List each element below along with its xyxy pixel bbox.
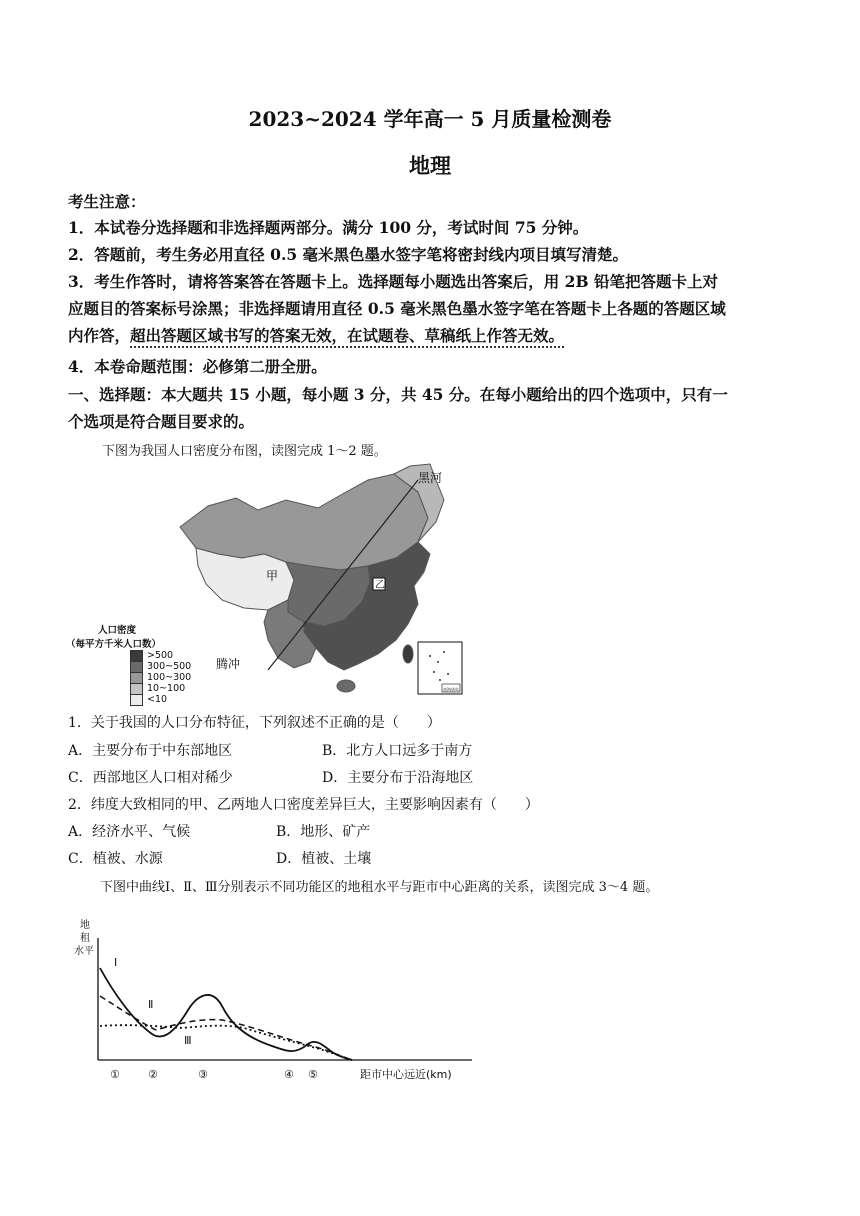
legend-item bbox=[130, 661, 191, 672]
graph-tick-4: ④ bbox=[284, 1068, 294, 1081]
notice-item-3-line-1: 3．考生作答时，请将答案答在答题卡上。选择题每小题选出答案后，用 2B 铅笔把答题卡上对 bbox=[68, 272, 718, 291]
question-1-option-b: B．北方人口远多于南方 bbox=[322, 743, 473, 759]
graph-ylabel-3: 水平 bbox=[74, 946, 94, 957]
question-2-option-c: C．植被、水源 bbox=[68, 851, 163, 867]
map-label-heihe: 黑河 bbox=[418, 471, 443, 485]
map-label-jia: 甲 bbox=[266, 569, 279, 583]
notice-item-3-line-3 bbox=[68, 324, 564, 346]
map-taiwan bbox=[403, 645, 413, 663]
legend-title: 人口密度 bbox=[97, 625, 136, 636]
legend-label: <10 bbox=[147, 694, 168, 705]
legend-label: >500 bbox=[147, 650, 174, 661]
legend-label: 100~300 bbox=[147, 672, 192, 683]
notice-item-3-line-2: 应题目的答案标号涂黑；非选择题请用直径 0.5 毫米黑色墨水签字笔在答题卡上各题的答题区域 bbox=[68, 299, 726, 318]
legend-item bbox=[130, 683, 191, 694]
notice-item-4: 4．本卷命题范围：必修第二册全册。 bbox=[68, 357, 327, 376]
graph-tick-2: ② bbox=[148, 1068, 158, 1081]
notice-item-3-line-3-start: 内作答， bbox=[68, 326, 131, 345]
curve-label-I: Ⅰ bbox=[114, 956, 118, 969]
legend-item bbox=[130, 672, 191, 683]
section-heading-line-2: 个选项是符合题目要求的。 bbox=[68, 412, 255, 431]
map-label-yi: 乙 bbox=[375, 580, 385, 591]
map-legend bbox=[66, 622, 162, 650]
notice-heading: 考生注意： bbox=[68, 192, 146, 211]
curve-I bbox=[100, 968, 352, 1060]
legend-item bbox=[130, 650, 191, 661]
subject-title: 地理 bbox=[409, 153, 451, 178]
legend-item bbox=[130, 694, 191, 705]
legend-subtitle: （每平方千米人口数） bbox=[66, 639, 162, 650]
legend-list bbox=[130, 650, 191, 705]
graph-tick-3: ③ bbox=[198, 1068, 208, 1081]
curve-label-II: Ⅱ bbox=[148, 998, 154, 1011]
notice-item-2: 2．答题前，考生务必用直径 0.5 毫米黑色墨水签字笔将密封线内项目填写清楚。 bbox=[68, 245, 629, 264]
question-2-stem: 2．纬度大致相同的甲、乙两地人口密度差异巨大，主要影响因素有（ ） bbox=[68, 797, 539, 813]
map-label-tengchong: 腾冲 bbox=[216, 657, 241, 671]
notice-item-1: 1．本试卷分选择题和非选择题两部分。满分 100 分，考试时间 75 分钟。 bbox=[68, 218, 589, 237]
graph-ylabel-2: 租 bbox=[80, 933, 90, 944]
section-heading-line-1: 一、选择题：本大题共 15 小题，每小题 3 分，共 45 分。在每小题给出的四个选项中，只有一 bbox=[68, 385, 728, 404]
legend-label: 10~100 bbox=[147, 683, 186, 694]
bid-rent-graph bbox=[72, 910, 482, 1090]
curve-label-III: Ⅲ bbox=[184, 1034, 192, 1047]
question-1-option-c: C．西部地区人口相对稀少 bbox=[68, 770, 233, 786]
map-intro-text: 下图为我国人口密度分布图，读图完成 1～2 题。 bbox=[102, 444, 387, 459]
graph-xlabel: 距市中心远近(km) bbox=[360, 1068, 452, 1081]
graph-intro-text: 下图中曲线Ⅰ、Ⅱ、Ⅲ分别表示不同功能区的地租水平与距市中心距离的关系，读图完成 3～4 题。 bbox=[100, 880, 659, 895]
graph-ylabel-1: 地 bbox=[80, 920, 90, 931]
graph-tick-5: ⑤ bbox=[308, 1068, 318, 1081]
question-1-stem: 1．关于我国的人口分布特征，下列叙述不正确的是（ ） bbox=[68, 715, 441, 731]
question-1-option-d: D．主要分布于沿海地区 bbox=[322, 770, 474, 786]
curve-II bbox=[100, 996, 352, 1060]
graph-tick-1: ① bbox=[110, 1068, 120, 1081]
map-hainan bbox=[337, 680, 355, 692]
question-1-option-a: A．主要分布于中东部地区 bbox=[68, 743, 233, 759]
exam-title: 2023~2024 学年高一 5 月质量检测卷 bbox=[248, 107, 612, 131]
question-2-option-b: B．地形、矿产 bbox=[276, 824, 371, 840]
notice-emphasis-text: 超出答题区域书写的答案无效，在试题卷、草稿纸上作答无效。 bbox=[130, 326, 564, 348]
legend-label: 300~500 bbox=[147, 661, 192, 672]
question-2-option-a: A．经济水平、气候 bbox=[68, 824, 191, 840]
question-2-option-d: D．植被、土壤 bbox=[276, 851, 372, 867]
legend-swatch bbox=[130, 694, 143, 706]
map-inset-label: 南海诸岛 bbox=[443, 687, 459, 692]
